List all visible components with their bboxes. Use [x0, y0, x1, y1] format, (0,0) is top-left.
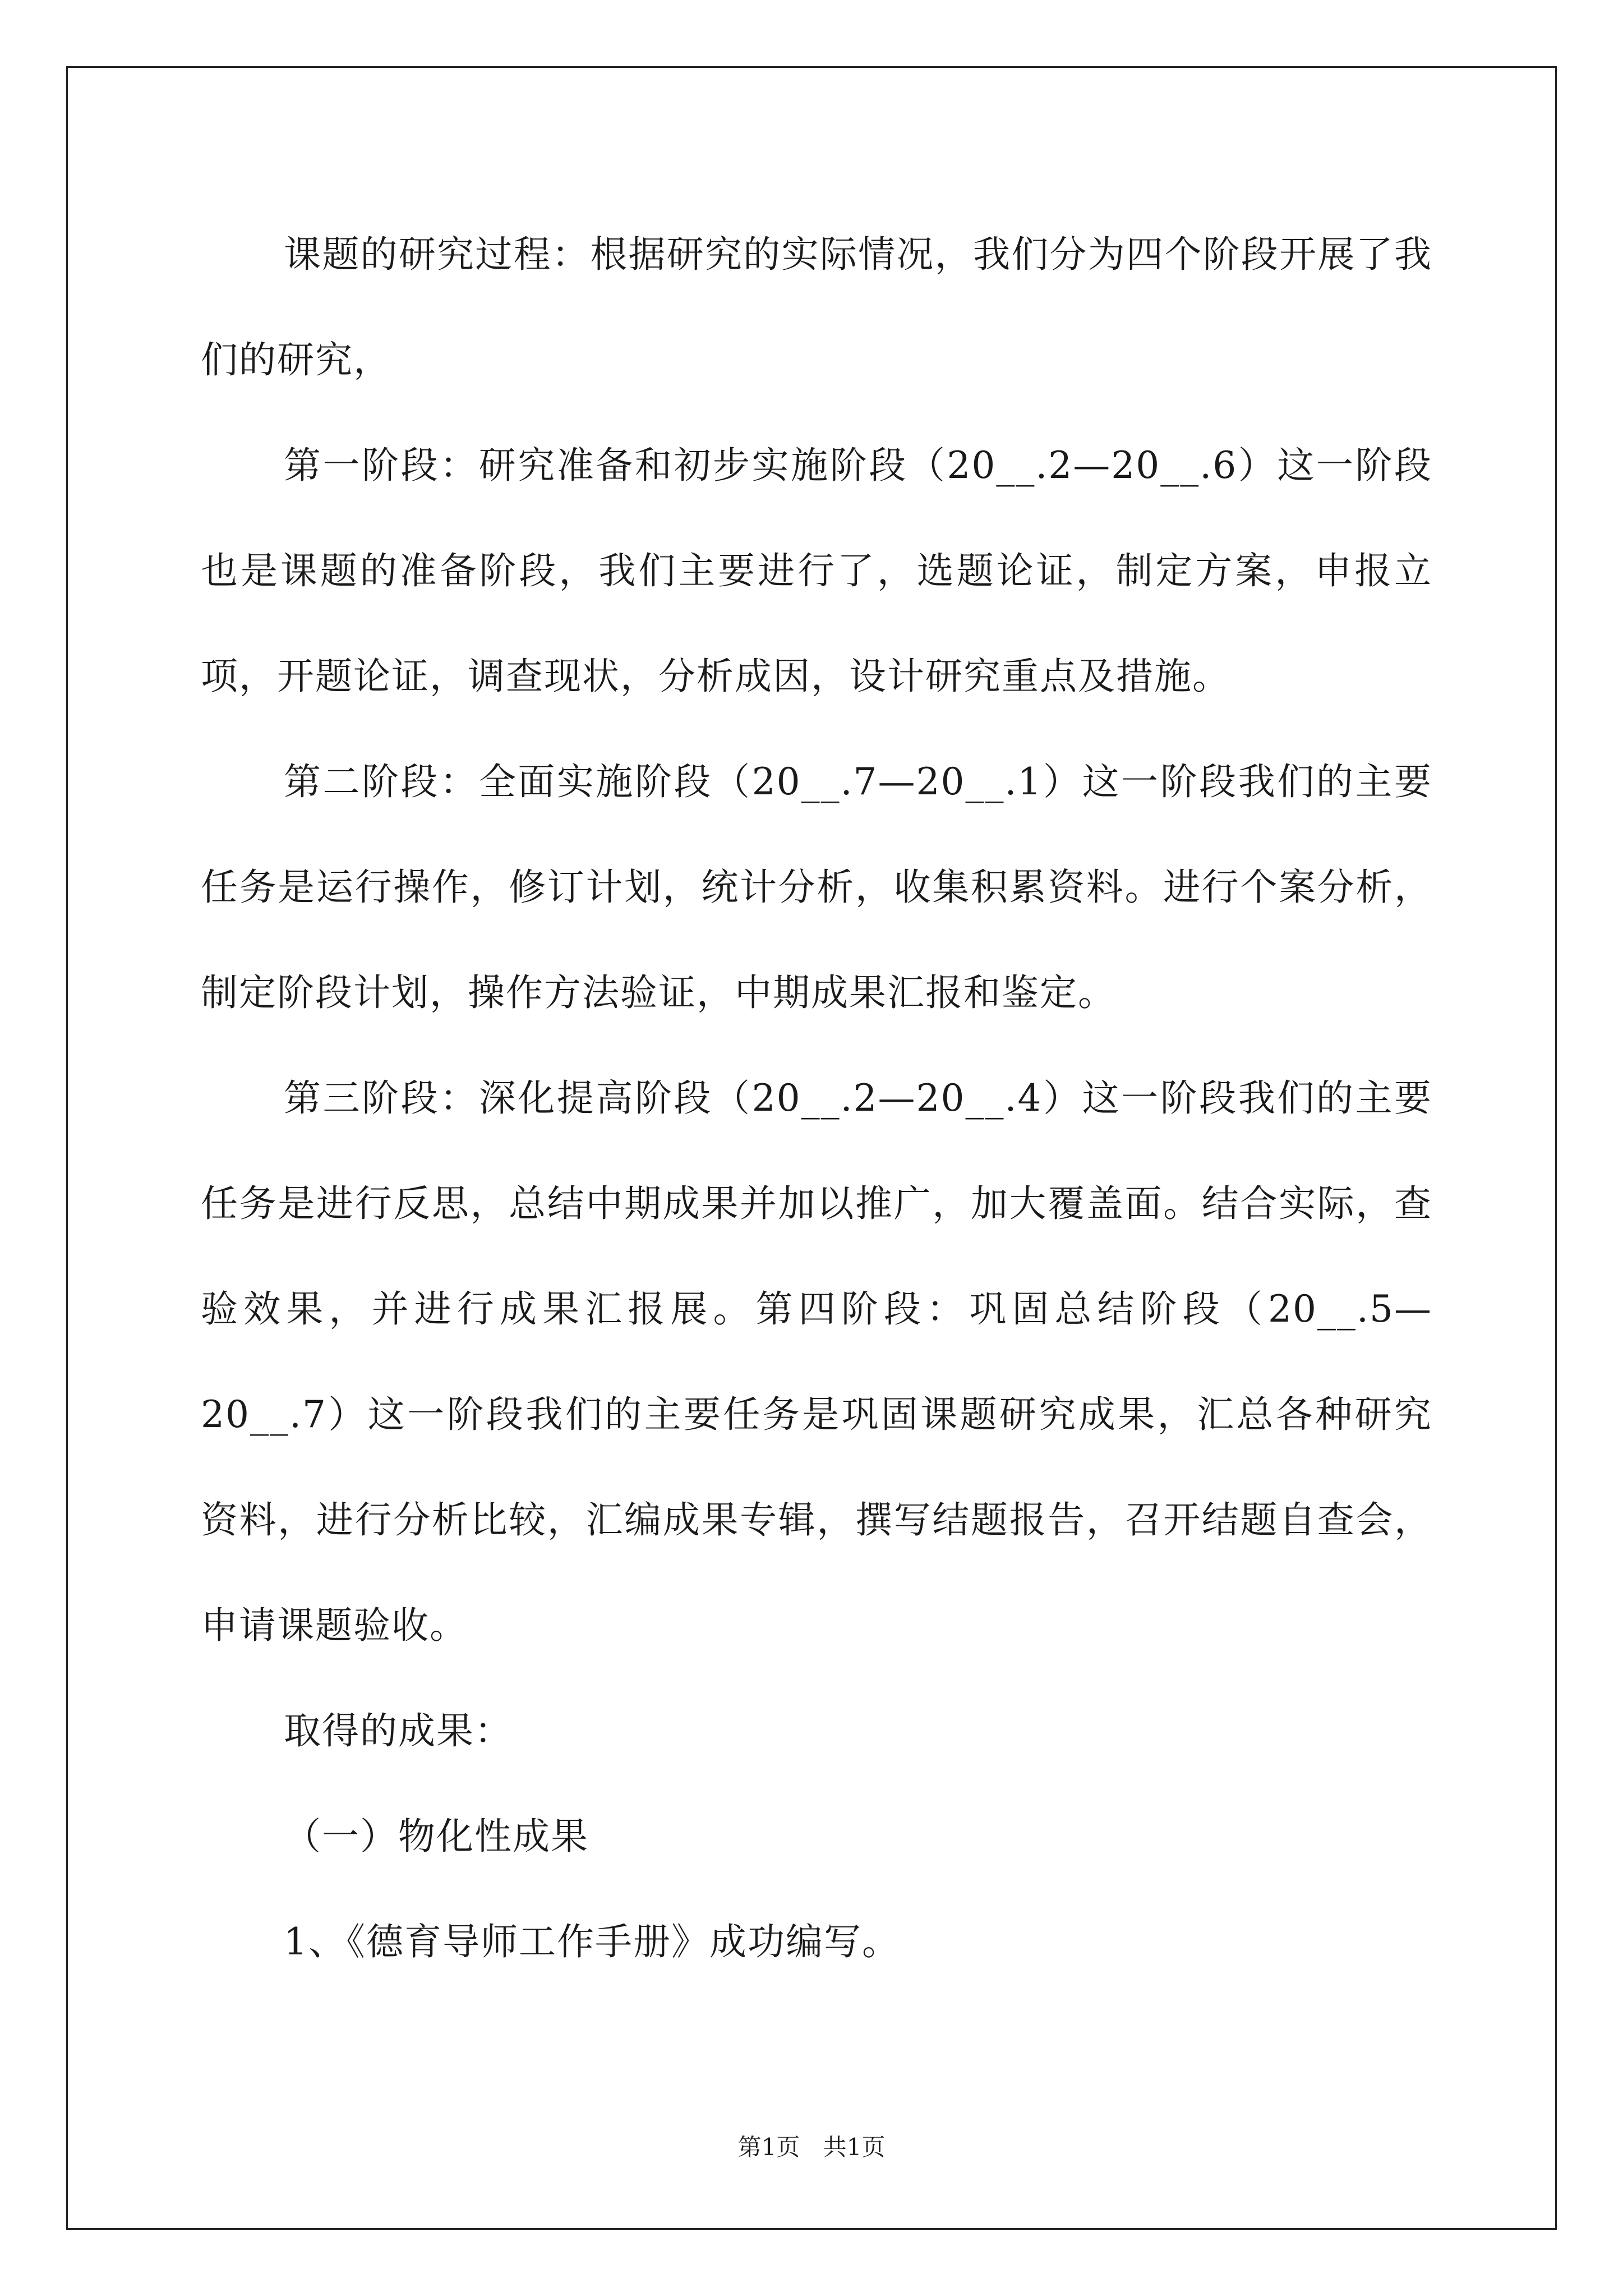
- paragraph-results-heading: 取得的成果：: [284, 1709, 513, 1752]
- paragraph-stage-three-four: 第三阶段：深化提高阶段（20__.2—20__.4）这一阶段我们的主要任务是进行反思，总结中期成果并加以推广，加大覆盖面。结合实际，查验效果，并进行成果汇报展。第四阶段：巩固总结阶段（20__.5—20__.7）这一阶段我们的主要任务是巩固课题研究成果，汇总各种研究资料，进行分析比较，汇编成果专辑，撰写结题报告，召开结题自查会，申请课题验收。: [201, 1076, 1432, 1647]
- paragraph-material-results: （一）物化性成果: [284, 1815, 589, 1858]
- paragraph-stage-one: 第一阶段：研究准备和初步实施阶段（20__.2—20__.6）这一阶段也是课题的准备阶段，我们主要进行了，选题论证，制定方案，申报立项，开题论证，调查现状，分析成因，设计研究重点及措施。: [201, 444, 1432, 698]
- paragraph-research-process: 课题的研究过程：根据研究的实际情况，我们分为四个阶段开展了我们的研究，: [201, 233, 1432, 381]
- page-number: 第1页: [737, 2133, 800, 2161]
- page-footer: [0, 2129, 1623, 2162]
- page-total: 共1页: [823, 2133, 886, 2161]
- paragraph-stage-two: 第二阶段：全面实施阶段（20__.7—20__.1）这一阶段我们的主要任务是运行操作，修订计划，统计分析，收集积累资料。进行个案分析，制定阶段计划，操作方法验证，中期成果汇报和鉴定。: [201, 760, 1432, 1014]
- document-body: [201, 202, 1432, 1995]
- paragraph-handbook: 1、《德育导师工作手册》成功编写。: [284, 1920, 900, 1963]
